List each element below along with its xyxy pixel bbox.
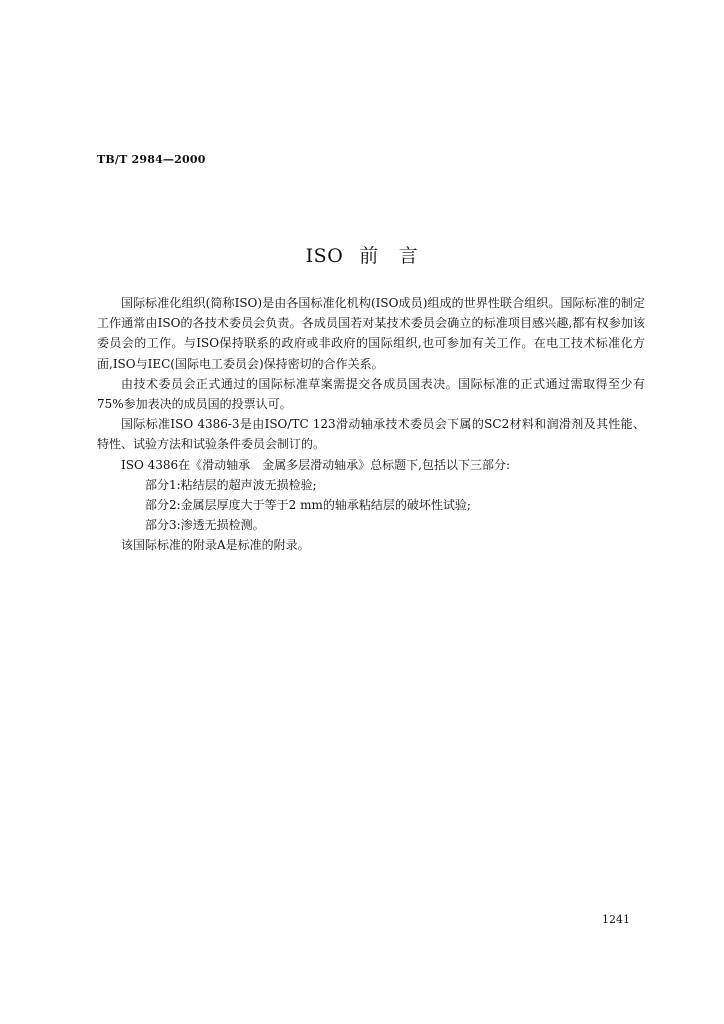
paragraph-iso-organization: 国际标准化组织(简称ISO)是由各国标准化机构(ISO成员)组成的世界性联合组织。国际标准的制定工作通常由ISO的各技术委员会负责。各成员国若对某技术委员会确立的标准项目感兴趣,都有权参加该委员会的工作。与ISO保持联系的政府或非政府的国际组织,也可参加有关工作。在电工技术标准化方面,ISO与IEC(国际电工委员会)保持密切的合作关系。 — [97, 296, 645, 371]
page-title — [0, 241, 724, 268]
paragraph-voting: 由技术委员会正式通过的国际标准草案需提交各成员国表决。国际标准的正式通过需取得至少有75%参加表决的成员国的投票认可。 — [97, 376, 645, 412]
title-char-1: 前 — [359, 245, 379, 267]
list-item-part-1: 部分1:粘结层的超声波无损检验; — [145, 477, 317, 492]
list-item-part-2: 部分2:金属层厚度大于等于2 mm的轴承粘结层的破坏性试验; — [145, 498, 471, 513]
standard-code: TB/T 2984—2000 — [97, 153, 206, 166]
page-number: 1241 — [602, 913, 630, 926]
paragraph-committee: 国际标准ISO 4386-3是由ISO/TC 123滑动轴承技术委员会下属的SC2材料和润滑剂及其性能、特性、试验方法和试验条件委员会制订的。 — [97, 417, 645, 452]
foreword-body — [97, 293, 645, 556]
title-prefix: ISO — [305, 245, 344, 267]
title-char-2: 言 — [398, 245, 419, 267]
paragraph-annex-note: 该国际标准的附录A是标准的附录。 — [121, 538, 310, 553]
list-item-part-3: 部分3:渗透无损检测。 — [145, 518, 265, 533]
paragraph-general-title: ISO 4386在《滑动轴承 金属多层滑动轴承》总标题下,包括以下三部分: — [121, 457, 511, 472]
